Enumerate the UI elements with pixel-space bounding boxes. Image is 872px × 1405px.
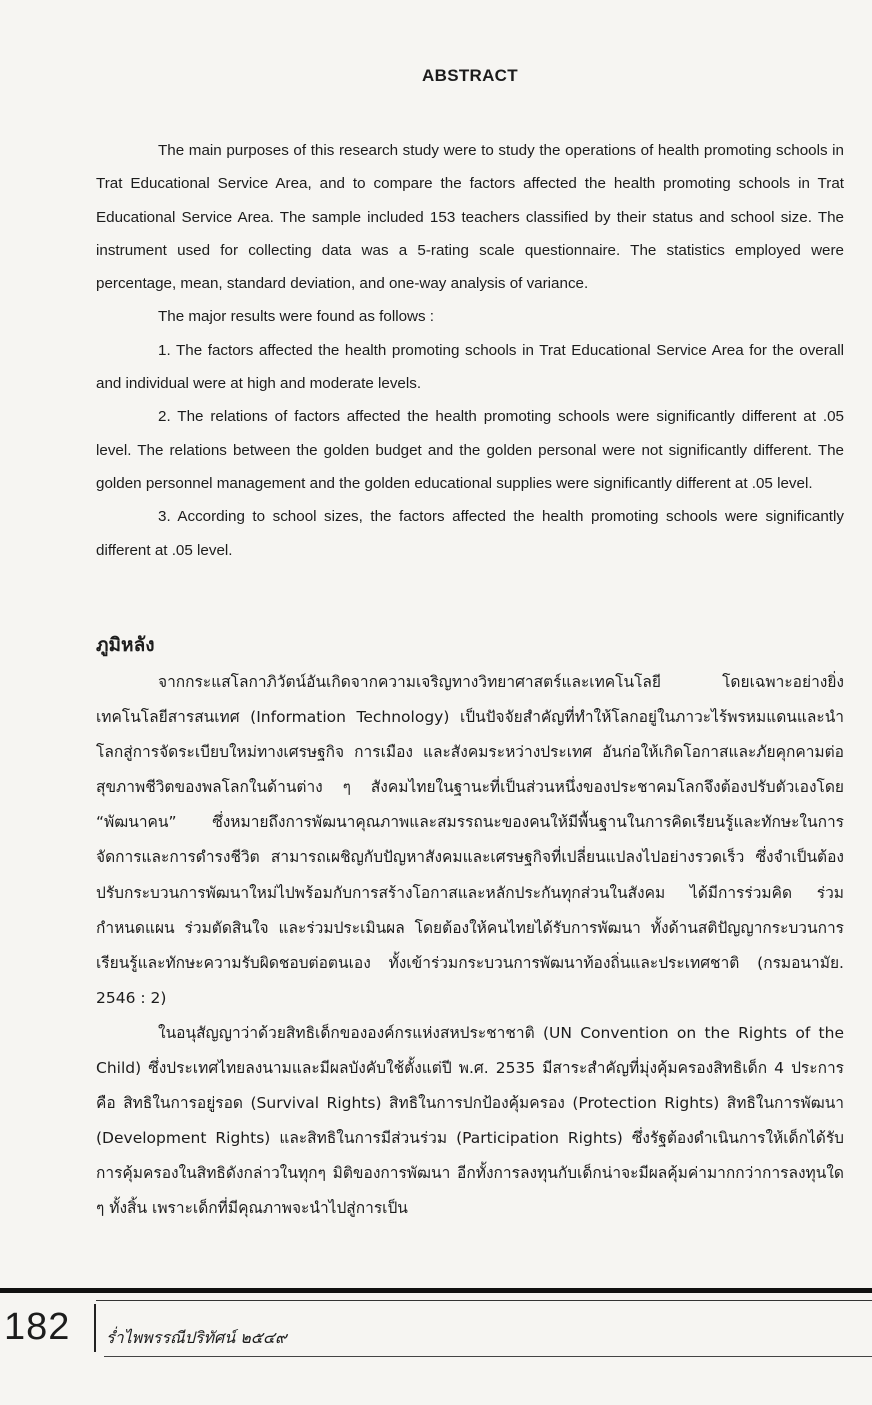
abstract-title: ABSTRACT	[422, 66, 518, 85]
page-number: 182	[4, 1306, 71, 1348]
abstract-paragraph: The major results were found as follows :	[158, 308, 435, 326]
abstract-paragraph: The main purposes of this research study were to study the operations of health promoting schools in Trat Educational Service Area, and to compare the factors affected the health promoting schools in Trat Educational Service Area. The sample included 153 teachers classified by their status and school size. The instrument used for collecting data was a 5-rating scale questionnaire. The statistics employed were percentage, mean, standard deviation, and one-way analysis of variance.	[96, 142, 844, 293]
footer-rule-thick	[0, 1288, 872, 1293]
abstract-paragraph: 3. According to school sizes, the factors affected the health promoting schools were significantly different at .05 level.	[96, 508, 844, 559]
footer-divider	[94, 1304, 96, 1352]
background-heading: ภูมิหลัง	[96, 634, 155, 656]
abstract-paragraph: 1. The factors affected the health promoting schools in Trat Educational Service Area for the overall and individual were at high and moderate levels.	[96, 341, 844, 393]
journal-name: ร่ำไพพรรณีปริทัศน์ ๒๕๔๙	[106, 1328, 287, 1347]
abstract-body	[96, 134, 844, 567]
background-body	[96, 665, 844, 1227]
background-paragraph: ในอนุสัญญาว่าด้วยสิทธิเด็กขององค์กรแห่งสหประชาชาติ (UN Convention on the Rights of the Child) ซึ่งประเทศไทยลงนามและมีผลบังคับใช้ตั้งแต่ปี พ.ศ. 2535 มีสาระสำคัญที่มุ่งคุ้มครองสิทธิเด็ก 4 ประการ คือ สิทธิในการอยู่รอด (Survival Rights) สิทธิในการปกป้องคุ้มครอง (Protection Rights) สิทธิในการพัฒนา (Development Rights) และสิทธิในการมีส่วนร่วม (Participation Rights) ซึ่งรัฐต้องดำเนินการให้เด็กได้รับการคุ้มครองในสิทธิดังกล่าวในทุกๆ มิติของการพัฒนา อีกทั้งการลงทุนกับเด็กน่าจะมีผลคุ้มค่ามากกว่าการลงทุนใด ๆ ทั้งสิ้น เพราะเด็กที่มีคุณภาพจะนำไปสู่การเป็น	[96, 1023, 844, 1218]
abstract-paragraph: 2. The relations of factors affected the health promoting schools were significantly different at .05 level. The relations between the golden budget and the golden personal were not significantly different. The golden personnel management and the golden educational supplies were significantly different at .05 level.	[96, 408, 844, 492]
footer-rule-thin	[96, 1300, 872, 1301]
footer-underline	[104, 1356, 872, 1357]
background-paragraph: จากกระแสโลกาภิวัตน์อันเกิดจากความเจริญทางวิทยาศาสตร์และเทคโนโลยี โดยเฉพาะอย่างยิ่งเทคโนโลยีสารสนเทศ (Information Technology) เป็นปัจจัยสำคัญที่ทำให้โลกอยู่ในภาวะไร้พรหมแดนและนำโลกสู่การจัดระเบียบใหม่ทางเศรษฐกิจ การเมือง และสังคมระหว่างประเทศ อันก่อให้เกิดโอกาสและภัยคุกคามต่อสุขภาพชีวิตของพลโลกในด้านต่าง ๆ สังคมไทยในฐานะที่เป็นส่วนหนึ่งของประชาคมโลกจึงต้องปรับตัวเองโดย “พัฒนาคน” ซึ่งหมายถึงการพัฒนาคุณภาพและสมรรถนะของคนให้มีพื้นฐานในการคิดเรียนรู้และทักษะในการจัดการและการดำรงชีวิต สามารถเผชิญกับปัญหาสังคมและเศรษฐกิจที่เปลี่ยนแปลงไปอย่างรวดเร็ว ซึ่งจำเป็นต้องปรับกระบวนการพัฒนาใหม่ไปพร้อมกับการสร้างโอกาสและหลักประกันทุกส่วนในสังคม ได้มีการร่วมคิด ร่วมกำหนดแผน ร่วมตัดสินใจ และร่วมประเมินผล โดยต้องให้คนไทยได้รับการพัฒนา ทั้งด้านสติปัญญากระบวนการเรียนรู้และทักษะความรับผิดชอบต่อตนเอง ทั้งเข้าร่วมกระบวนการพัฒนาท้องถิ่นและประเทศชาติ (กรมอนามัย. 2546 : 2)	[96, 673, 844, 1007]
